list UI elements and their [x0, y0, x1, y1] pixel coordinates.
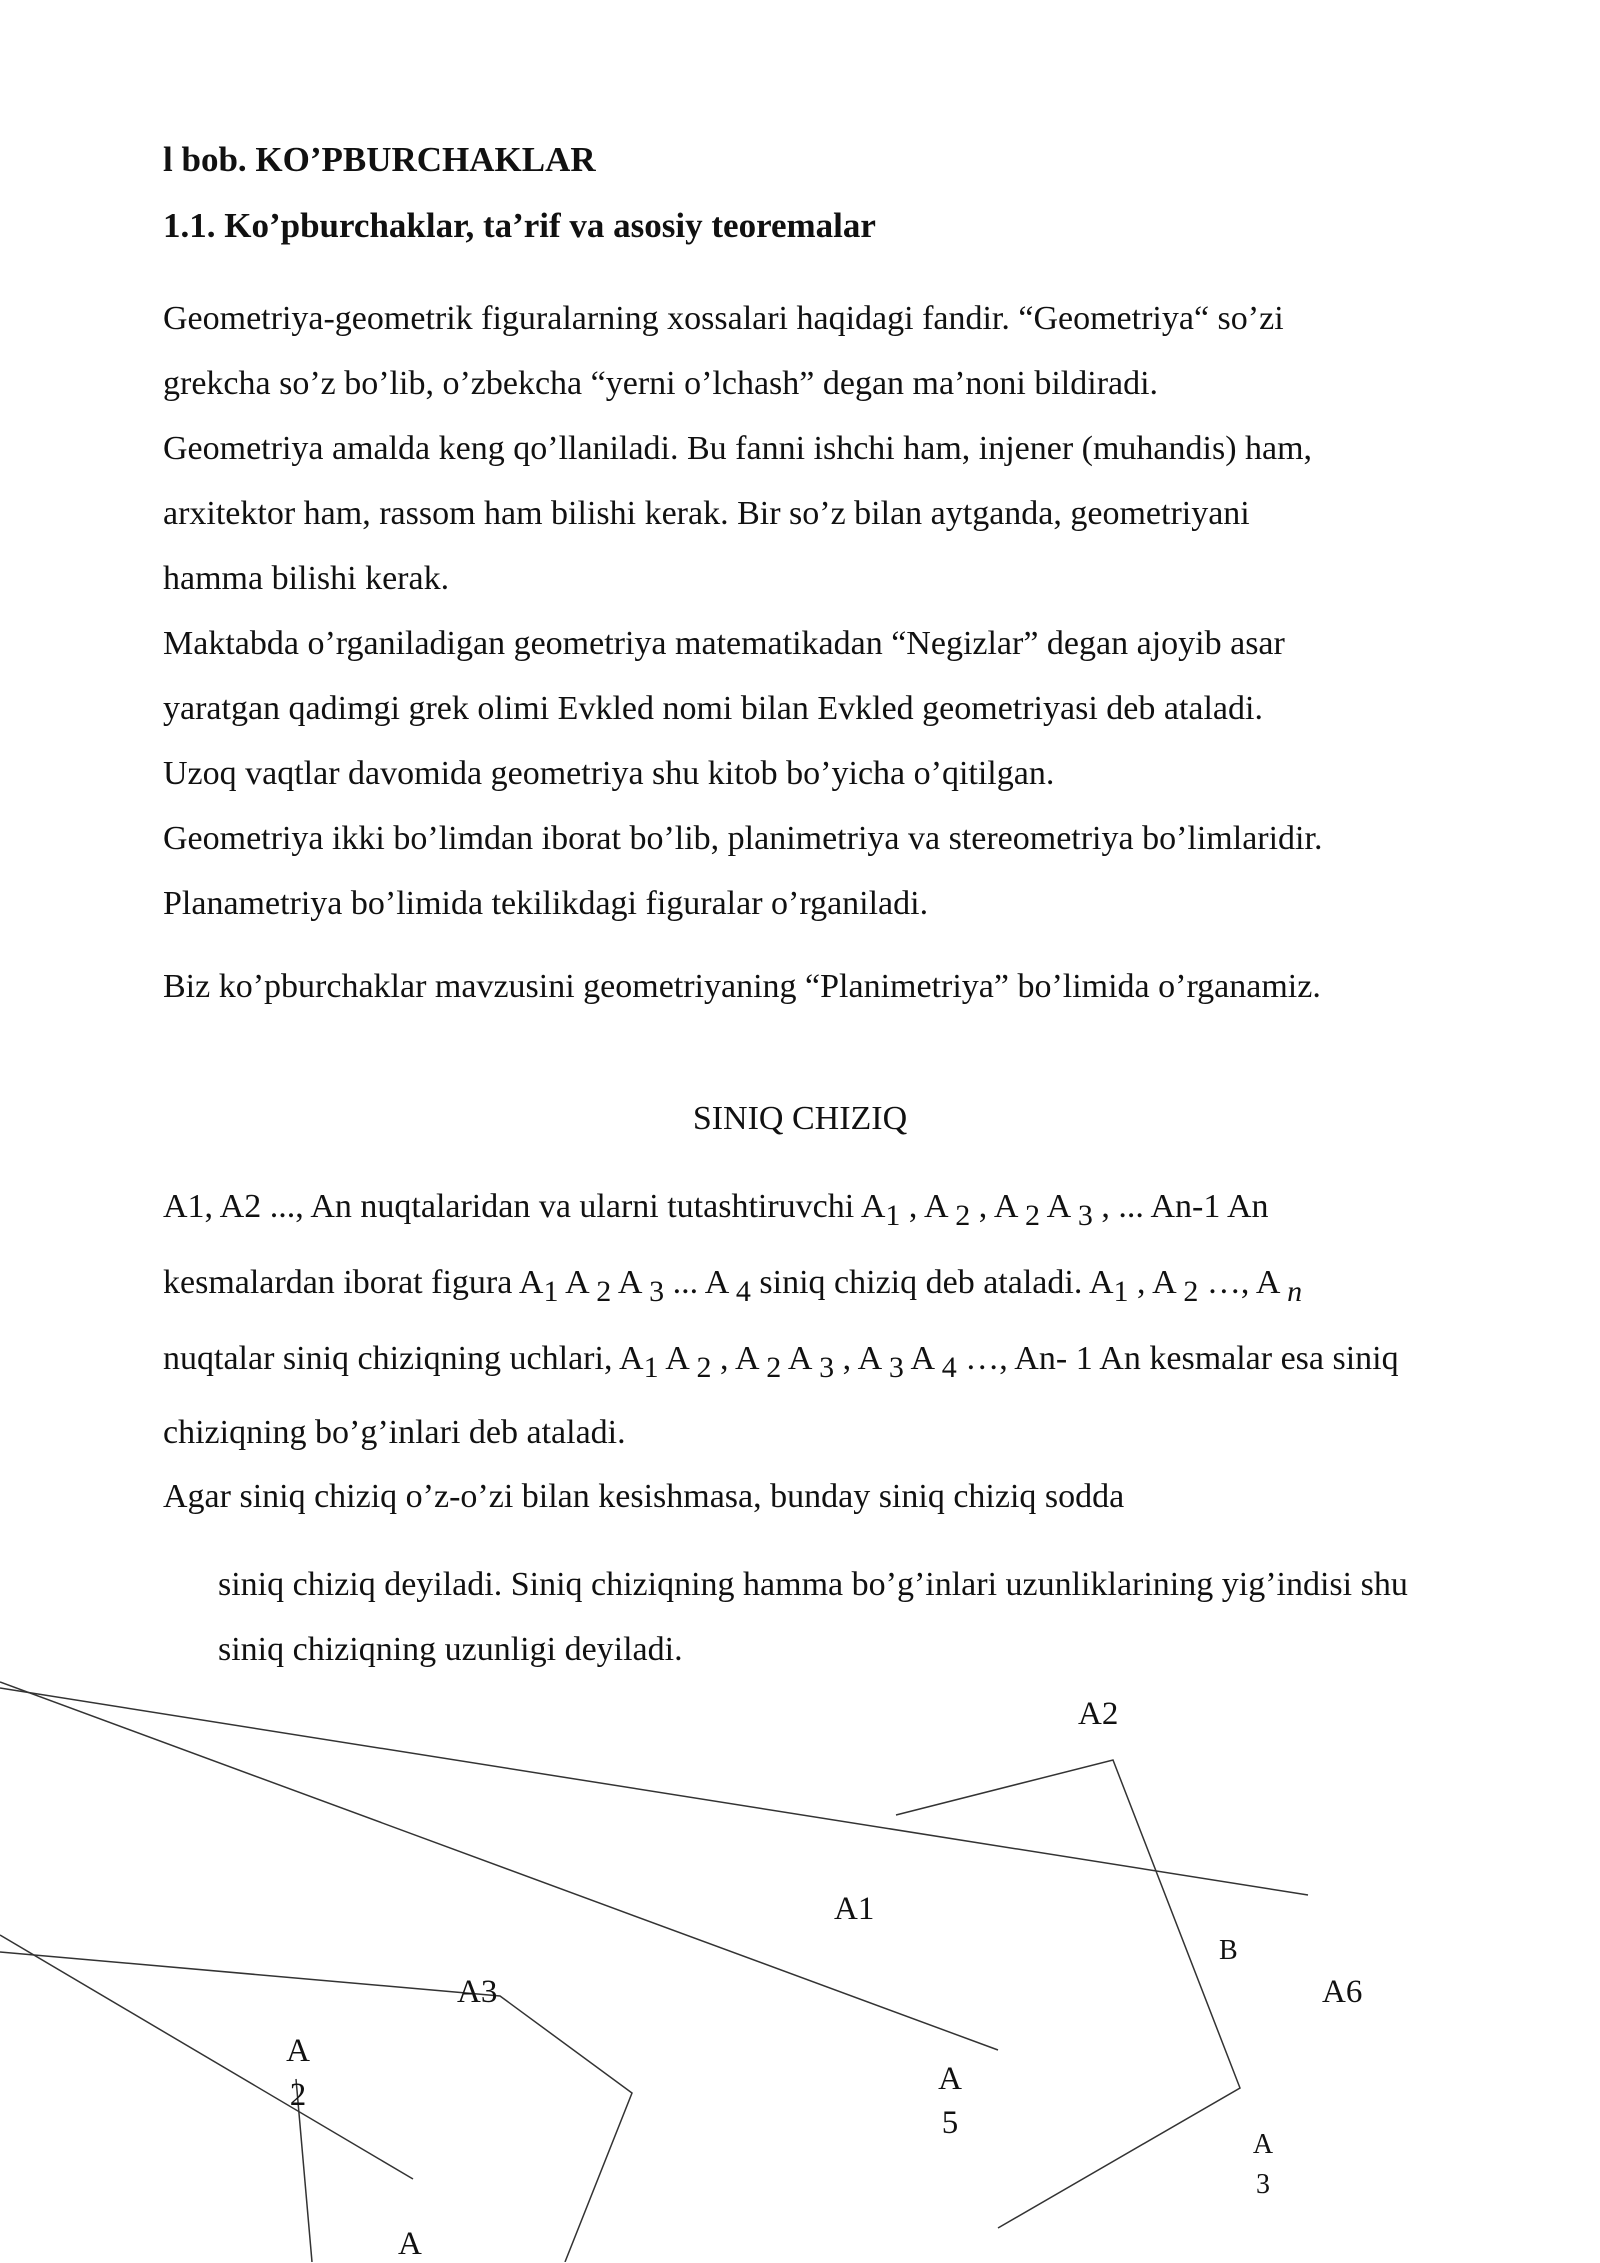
label-a1: A1: [834, 1891, 875, 1927]
label-a6: A6: [1322, 1974, 1363, 2010]
text-line: Uzoq vaqtlar davomida geometriya shu kitob bo’yicha o’qitilgan.: [163, 755, 1055, 792]
definition-line-1: A1, A2 ..., An nuqtalaridan va ularni tutashtiruvchi $A_1$ , A $_2$ , A $_2$ A $_3$ , ... An-1 An: [163, 1188, 1269, 1232]
figure-segment: [896, 1760, 1240, 2228]
label-a3-stacked: A 3: [1252, 2129, 1274, 2200]
text-line: Geometriya amalda keng qo’llaniladi. Bu fanni ishchi ham, injener (muhandis) ham,: [163, 430, 1313, 467]
section-subtitle: SINIQ CHIZIQ: [692, 1100, 908, 1137]
label-a2: A2: [1078, 1696, 1119, 1732]
text-line: Planametriya bo’limida tekilikdagi figuralar o’rganiladi.: [163, 885, 929, 922]
label-a3: A3: [457, 1974, 498, 2010]
text-line: grekcha so’z bo’lib, o’zbekcha “yerni o’lchash” degan ma’noni bildiradi.: [163, 365, 1159, 402]
figure-segment: [0, 1935, 413, 2179]
chapter-title: l bob. KO’PBURCHAKLAR: [163, 140, 596, 179]
label-b: B: [1219, 1935, 1238, 1966]
text-line: siniq chiziq deyiladi. Siniq chiziqning hamma bo’g’inlari uzunliklarining yig’indisi shu: [218, 1566, 1408, 1603]
section-title: 1.1. Ko’pburchaklar, ta’rif va asosiy teoremalar: [163, 206, 876, 245]
text-line: arxitektor ham, rassom ham bilishi kerak. Bir so’z bilan aytganda, geometriyani: [163, 495, 1250, 532]
text-line: Geometriya-geometrik figuralarning xossalari haqidagi fandir. “Geometriya“ so’zi: [163, 300, 1284, 337]
text-line: Geometriya ikki bo’limdan iborat bo’lib, planimetriya va stereometriya bo’limlaridir.: [163, 820, 1323, 857]
figure-segment: [0, 1682, 998, 2050]
biz-line: Biz ko’pburchaklar mavzusini geometriyaning “Planimetriya” bo’limida o’rganamiz.: [163, 968, 1321, 1005]
definition-line-2: kesmalardan iborat figura $A_1$ A $_2$ A $_3$ ... A $_4$ siniq chiziq deb ataladi. $A_1$ , A $_2$ …, A $_n$: [163, 1264, 1303, 1308]
text-line: siniq chiziqning uzunligi deyiladi.: [218, 1631, 683, 1668]
label-a2-stacked: A 2: [286, 2033, 310, 2113]
label-a-bottom: A: [398, 2226, 422, 2262]
definition-line-5: Agar siniq chiziq o’z-o’zi bilan kesishmasa, bunday siniq chiziq sodda: [163, 1478, 1125, 1515]
label-a5-stacked: A 5: [938, 2061, 962, 2141]
definition-line-4: chiziqning bo’g’inlari deb ataladi.: [163, 1414, 626, 1451]
text-line: hamma bilishi kerak.: [163, 560, 450, 597]
definition-line-3: nuqtalar siniq chiziqning uchlari, $A_1$ A $_2$ , A $_2$ A $_3$ , A $_3$ A $_4$ …, An- 1 An kesmalar esa siniq: [163, 1340, 1399, 1384]
text-line: yaratgan qadimgi grek olimi Evkled nomi bilan Evkled geometriyasi deb ataladi.: [163, 690, 1263, 727]
text-line: Maktabda o’rganiladigan geometriya matematikadan “Negizlar” degan ajoyib asar: [163, 625, 1285, 662]
